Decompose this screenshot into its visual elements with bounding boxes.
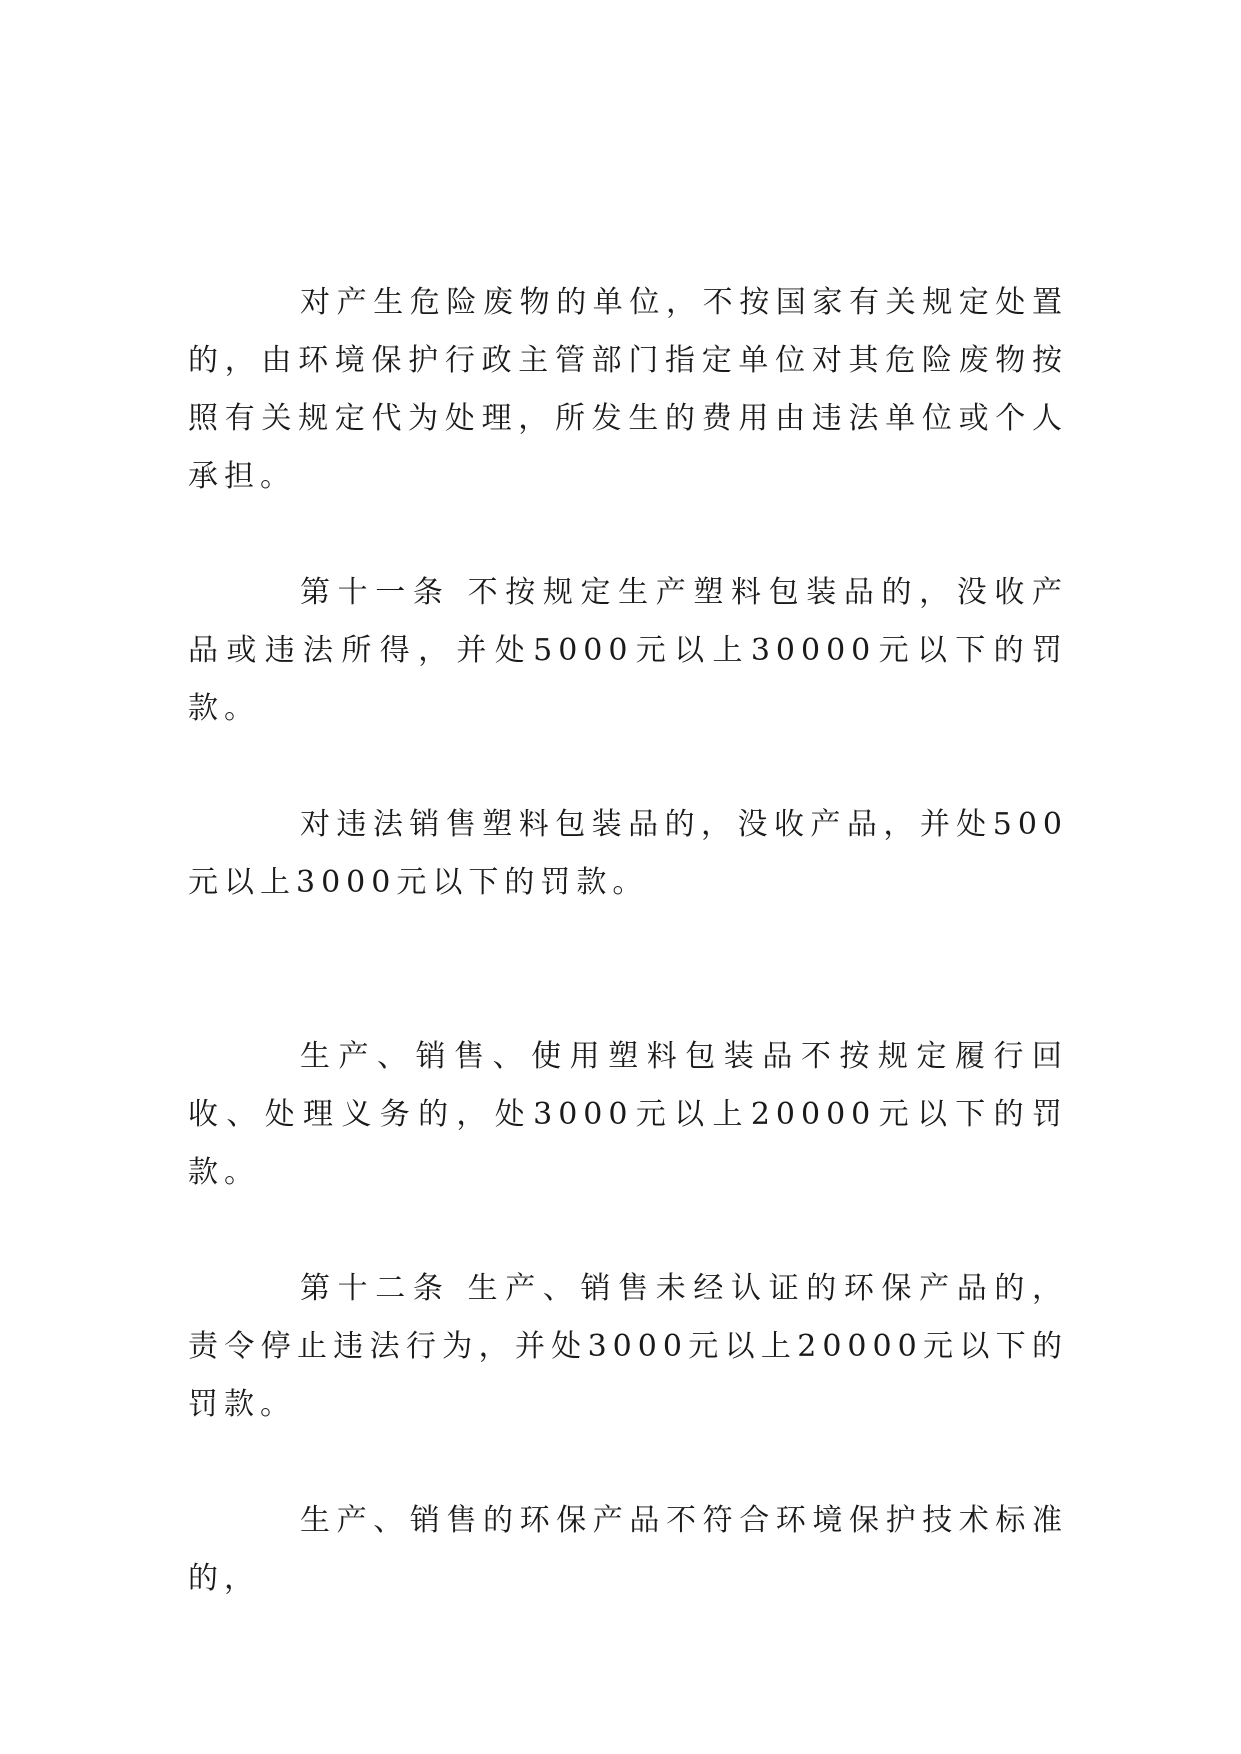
paragraph-hazardous-waste-disposal: 对产生危险废物的单位，不按国家有关规定处置的，由环境保护行政主管部门指定单位对其危险废物按照有关规定代为处理，所发生的费用由违法单位或个人承担。 xyxy=(188,285,1068,494)
paragraph-article-12: 第十二条 生产、销售未经认证的环保产品的，责令停止违法行为，并处3000元以上20000元以下的罚款。 xyxy=(188,1271,1068,1422)
paragraph-illegal-sale-plastic-packaging: 对违法销售塑料包装品的，没收产品，并处500元以上3000元以下的罚款。 xyxy=(188,807,1068,900)
paragraph-eco-product-standards: 生产、销售的环保产品不符合环境保护技术标准的， xyxy=(188,1503,1068,1596)
paragraph-recycling-obligation: 生产、销售、使用塑料包装品不按规定履行回收、处理义务的，处3000元以上20000元以下的罚款。 xyxy=(188,1039,1068,1190)
paragraph-article-11: 第十一条 不按规定生产塑料包装品的，没收产品或违法所得，并处5000元以上30000元以下的罚款。 xyxy=(188,575,1068,726)
